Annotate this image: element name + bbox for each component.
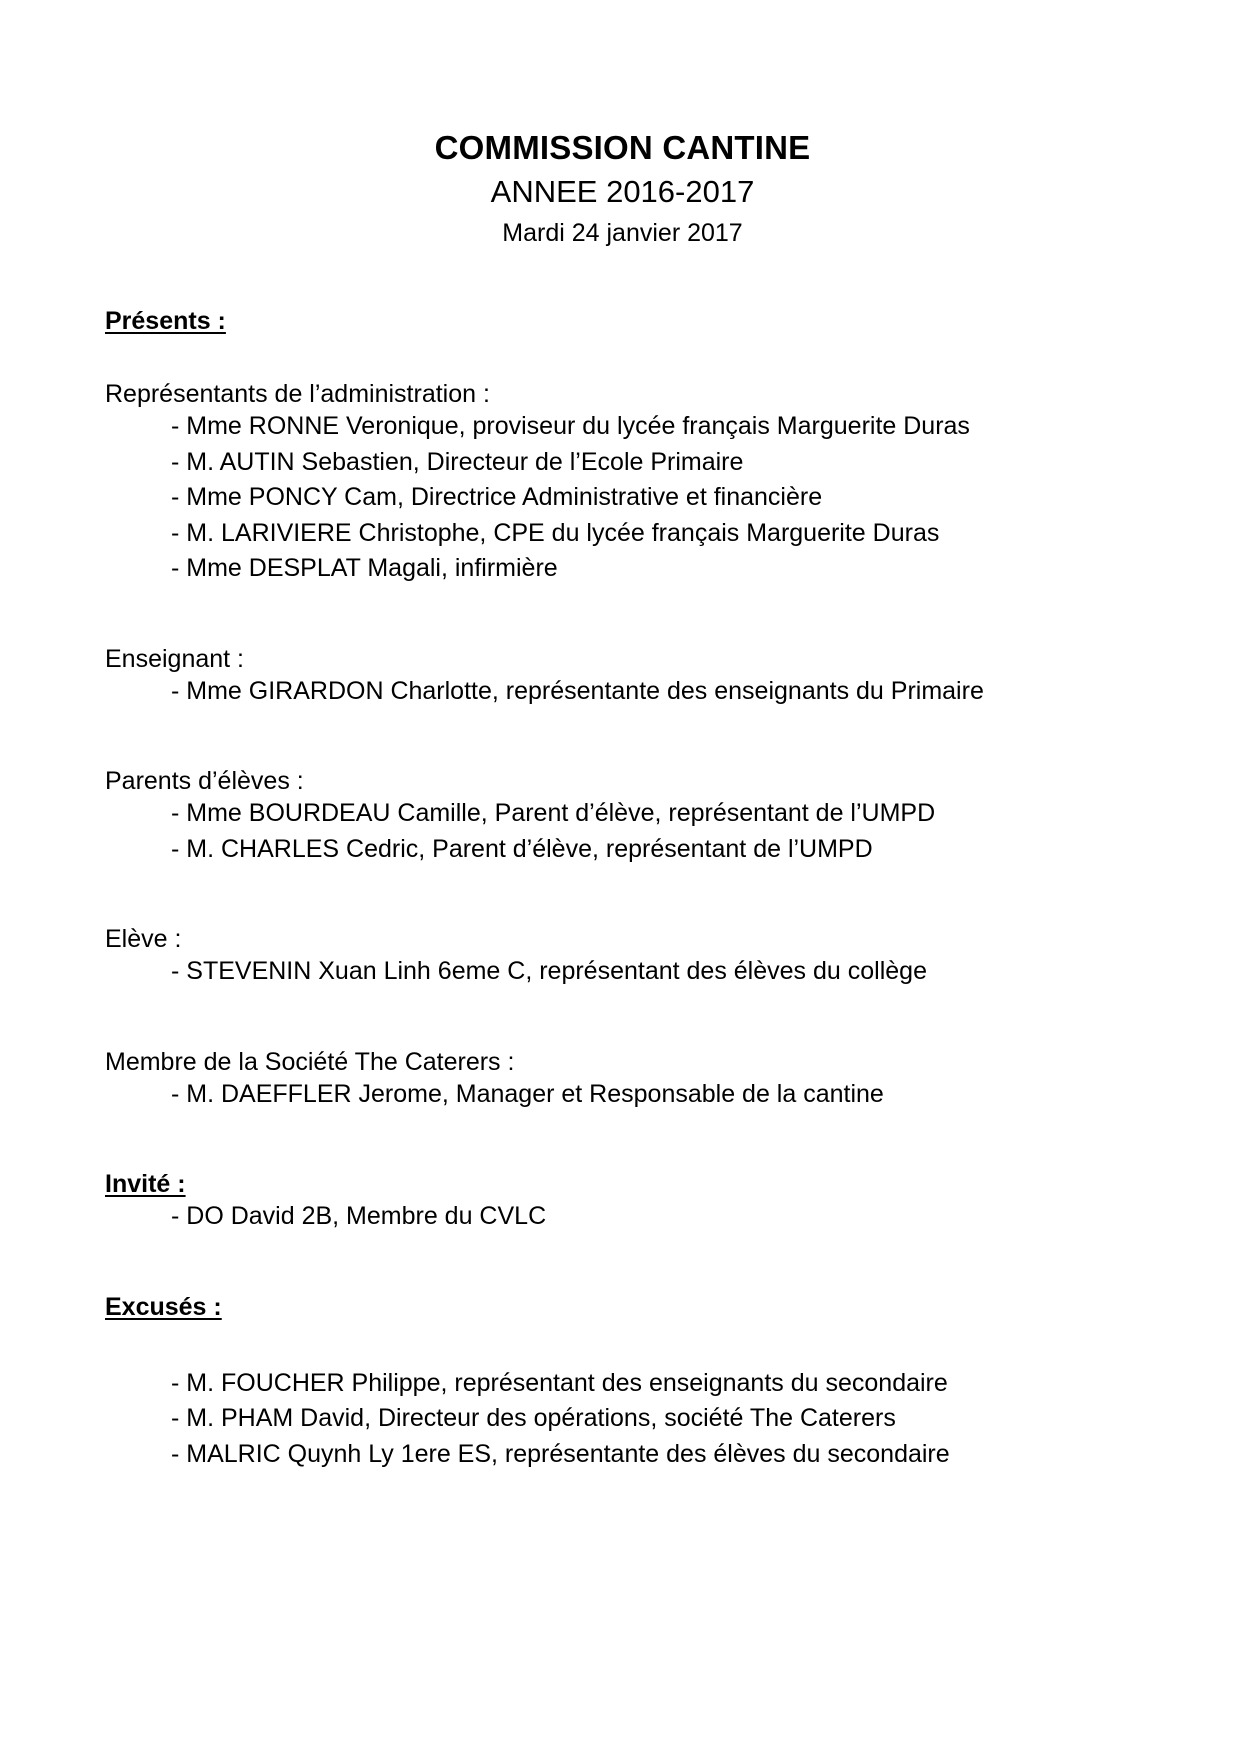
list-item: - Mme DESPLAT Magali, infirmière [171,554,558,583]
spacer [105,336,1140,380]
list-item: - DO David 2B, Membre du CVLC [171,1202,547,1231]
spacer [105,1322,1140,1366]
entry-list-eleve [105,954,1140,990]
page-subtitle: ANNEE 2016-2017 [490,174,755,210]
list-item: - Mme GIRARDON Charlotte, représentante des enseignants du Primaire [171,676,984,705]
list-item: - MALRIC Quynh Ly 1ere ES, représentante des élèves du secondaire [171,1439,950,1468]
list-item: - Mme PONCY Cam, Directrice Administrative et financière [171,483,823,512]
group-administration [105,380,1140,587]
list-item: - M. LARIVIERE Christophe, CPE du lycée français Marguerite Duras [171,518,940,547]
group-title-enseignant: Enseignant : [105,644,244,673]
spacer [105,990,1140,1048]
page-title: COMMISSION CANTINE [434,129,811,166]
meeting-date: Mardi 24 janvier 2017 [502,218,743,247]
spacer [105,249,1140,307]
spacer [105,867,1140,925]
list-item: - Mme RONNE Veronique, proviseur du lycée français Marguerite Duras [171,412,970,441]
list-item: - M. DAEFFLER Jerome, Manager et Responsable de la cantine [171,1079,884,1108]
section-invite [105,1170,1140,1235]
list-item: - M. PHAM David, Directeur des opérations, société The Caterers [171,1404,896,1433]
spacer [105,587,1140,645]
section-heading-invite: Invité : [105,1170,186,1199]
entry-list-excuses [105,1366,1140,1473]
group-parents [105,767,1140,867]
entry-list-enseignant [105,674,1140,710]
group-societe [105,1048,1140,1113]
spacer [105,709,1140,767]
entry-list-administration [105,409,1140,587]
group-title-eleve: Elève : [105,925,182,954]
entry-list-invite [105,1199,1140,1235]
entry-list-societe [105,1077,1140,1113]
list-item: - M. AUTIN Sebastien, Directeur de l’Ecole Primaire [171,447,744,476]
group-title-administration: Représentants de l’administration : [105,380,490,409]
list-item: - M. FOUCHER Philippe, représentant des enseignants du secondaire [171,1368,948,1397]
section-heading-excuses: Excusés : [105,1292,222,1321]
list-item: - STEVENIN Xuan Linh 6eme C, représentant des élèves du collège [171,957,927,986]
list-item: - M. CHARLES Cedric, Parent d’élève, représentant de l’UMPD [171,834,873,863]
list-item: - Mme BOURDEAU Camille, Parent d’élève, représentant de l’UMPD [171,799,936,828]
group-title-societe: Membre de la Société The Caterers : [105,1047,515,1076]
section-heading-presents: Présents : [105,307,226,336]
entry-list-parents [105,796,1140,867]
group-title-parents: Parents d’élèves : [105,767,304,796]
group-eleve [105,925,1140,990]
section-excuses [105,1293,1140,1473]
spacer [105,1235,1140,1293]
section-presents [105,307,1140,1112]
group-enseignant [105,645,1140,710]
spacer [105,1112,1140,1170]
document-header [105,128,1140,249]
